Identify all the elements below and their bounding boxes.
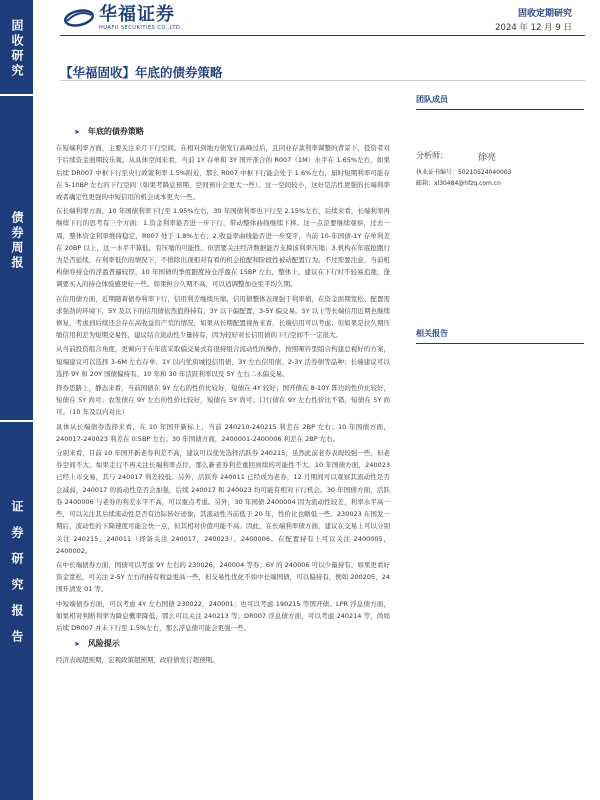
analyst-cert: 执业证书编号：S0210524040003 xyxy=(416,169,512,176)
risk-text: 经济表现超预期，宏观政策超预期，政府债发行超预期。 xyxy=(56,656,219,665)
arrow-icon: ➤ xyxy=(74,640,80,649)
section-heading xyxy=(74,126,390,138)
related-heading-divider xyxy=(416,343,584,344)
brand-subtitle: HUAFU SECURITIES CO.,LTD. xyxy=(99,25,183,31)
related-heading: 相关报告 xyxy=(416,329,448,338)
analyst-row xyxy=(416,150,584,163)
sidebar-footer: 证券研究报告 xyxy=(10,500,24,656)
sidebar xyxy=(0,0,33,800)
paragraph: 在中长端债券方面，国债可以考虑 9Y 左右的 230026，240004 等券；6Y 的 240006 可以少量持有。如果更看好资金宽松，可关注 2-5Y 左右的持有收益更高一些，但交易性优化不如中长端国债，可以偏持有，例如 200205，24 国开清发 01 等。 xyxy=(56,560,390,594)
analyst-email[interactable]: 邮箱：xl30484@hfzq.com.cn xyxy=(416,180,501,187)
analyst-name: 徐亮 xyxy=(478,153,497,163)
sidebar-report-kind: 债券周报 xyxy=(10,211,24,271)
header-divider xyxy=(60,35,585,36)
paragraph: 择券思路上，静态来看，当前国债在 9Y 左右的性价比较好，短债在 4Y 较好；国开债在 8-10Y 阵边的性价比较好，短债在 5Y 尚可；农发债在 9Y 左右的性价比较好，短债在 5Y 尚可；口行债在 9Y 左右性价比不错，短债在 5Y 尚可。（10 年及以内对比） xyxy=(56,384,390,417)
main-content xyxy=(56,126,390,669)
paragraph: 在短端利率方面，主要关注来月下行空间。在相对到地方债发行高峰过后，且同业存款利率调整的背景下，投资者对于后续资金面期较乐观。从具体空间来看，当前 1Y 存单和 3Y 国开准合的 R007（1M）水平在 1.65%左右，如果后续 DR007 中枢下行至央行政策利率 1.5%附近，那么 R007 中枢下行能会处于 1.6%左右，届时短期利率可能存在 5-10BP 左右的下行空间（如果考降息预期，空间预计会更大一些）。这一空间较小，这好是活性更强的长端利率或者确定性更强的中短信用的机会成本更大一些。 xyxy=(56,144,390,202)
sidebar-divider xyxy=(0,94,33,96)
section-heading-text: 风险提示 xyxy=(87,639,120,649)
paragraph: 分别来看，目前 10 年国开新老券利差不高，建议可以优先选择活跃券 240215，虽然此前老券表现较强一些，但老券空间不大。如果走行不再关注长端利率点位，那么新老券利差重回到续的可能性不大。10 年国债方面，240023 已经上市交易，其与 240017 利差较低。另外，活跃券 240011 已经成为老券，12 月期间可以观察其流动性是否会减弱，240017 的流动性是否会加强，后续 240017 和 240023 均可能有相对下行机会。30 年国债方面，活跃券 2400006 与老券的利差水平不高，可以重点考虑。另外，30 年国债 2400004 因为流动性较差，利率水平高一些，可以关注其后续流动性是否有边际转好迹象，其流动性当前低于 20 年，性价比也略低一些。230023 在国发一期后，流动性的下降速度可能会快一点，但其相对价值可能不高。因此，在长端利率债方面，建议在交易上可以分别关注 240215，240011（择备关注 240017，240023），2400006。在配置持有上可以关注 2400005，2400002。 xyxy=(56,449,390,555)
paragraph: 具体从长端债券选择来看，在 10 年国开新标上，当前 240210-240215 利差在 2BP 左右；10 年国债方面，240017-240023 利差在 0.5BP 左右；30 年国债方面，2400001-2400006 利差在 2BP 左右。 xyxy=(56,422,390,443)
paragraph: 中短端债券方面，可以考虑 4Y 左右国债 230022，240001；也可以考虑 190215 等国开债。LPR 浮息债方面，如果相对判断利率为降息概率降低，那么可以关注 240213 等；DR007 浮息债方面，可以考虑 240214 等，尚如后续 DR007 并未下行至 1.5%左右，那么浮息债可能会更强一些。 xyxy=(56,599,390,632)
section-heading-text: 年底的债券策略 xyxy=(87,127,144,136)
analyst-label: 分析师： xyxy=(416,151,448,160)
team-heading-divider xyxy=(416,109,584,110)
sidebar-divider xyxy=(0,420,33,422)
related-reports xyxy=(416,328,584,344)
brand-logo xyxy=(63,5,182,31)
team-heading: 团队成员 xyxy=(416,95,448,104)
sidebar-category: 固收研究 xyxy=(10,19,24,79)
brand-name: 华福证券 xyxy=(99,4,175,25)
arrow-icon: ➤ xyxy=(74,128,80,136)
page-title: 【华福固收】年底的债券策略 xyxy=(60,65,223,80)
paragraph: 在长端利率方面，10 年国债利率下行至 1.95%左右，30 年国债利率也下行至 2.15%左右，后续来看，长端利率再继续下行的思考有三个方面：1.资金利率能否进一步下行，带动整体曲线继续下移。这一点是要继续观察，过去一周，整体资金利率维持稳定，R007 处于 1.8%左右；2.收益率曲线能否进一步变平，当前 10-年国债-1Y 存单利差在 20BP 以上，这一水平不算低，有压缩的可能性，但需要关注经济数据能否支撑该利率压缩；3.机构在年底抢跑行为是否延续，在利率低位的情况下，不排除出现相对有看的机会抢配和阶段性被动配置行为。不过需要注意，当前机构债券持仓的浮盈普遍较厚，10 年国债的季度跟度持仓浮盈在 15BP 左右，整体上，建议在下行时不轻易追涨，逢调要买入的持仓体验感更好一些。如果担合久期不高，可以适调整加仓至平均久期。 xyxy=(56,207,390,289)
paragraph: 从当前投资组合角度，更倾向于在年底采取偏交易式有很持组合流动性的操作，按照哑铃型组合构建总视好的方案，短端建议可以选择 3-6M 左右存单、1Y 以内优质城投信用债，3Y 左右信用债、2-3Y 活券债等品种；长端建议可以选择 9Y 和 20Y 国债偏持有、10 年和 30 年活跃利率以及 5Y 左右二永偏交易。 xyxy=(56,345,390,378)
report-type: 固收定期研究 xyxy=(517,9,572,19)
title-divider xyxy=(60,80,585,81)
section-heading xyxy=(74,638,390,650)
brand-swoosh-icon xyxy=(63,7,95,29)
paragraph: 在信用债方面，近期随着债券利率下行，信用利差继续压缩，信用债整体表现强于利率债，在资金面期宽松、配置需求强劲的环境下，5Y 及以下的信用债依然值得持有，3Y 以下偏配置，3-5Y 偏交易。5Y 以上等长端信用近期也继续修复，考虑到后续还会存在高收益资产荒的情况，如果从长期配置视角来看，长端信用可以考虑；但如果是拉久期压缩信用利差为短期交易性，建议结合流动性少量持有，因为较好对长信用债的下行空间不一定很大。 xyxy=(56,294,390,340)
right-panel xyxy=(416,94,584,187)
report-date: 2024 年 12 月 9 日 xyxy=(495,23,572,33)
